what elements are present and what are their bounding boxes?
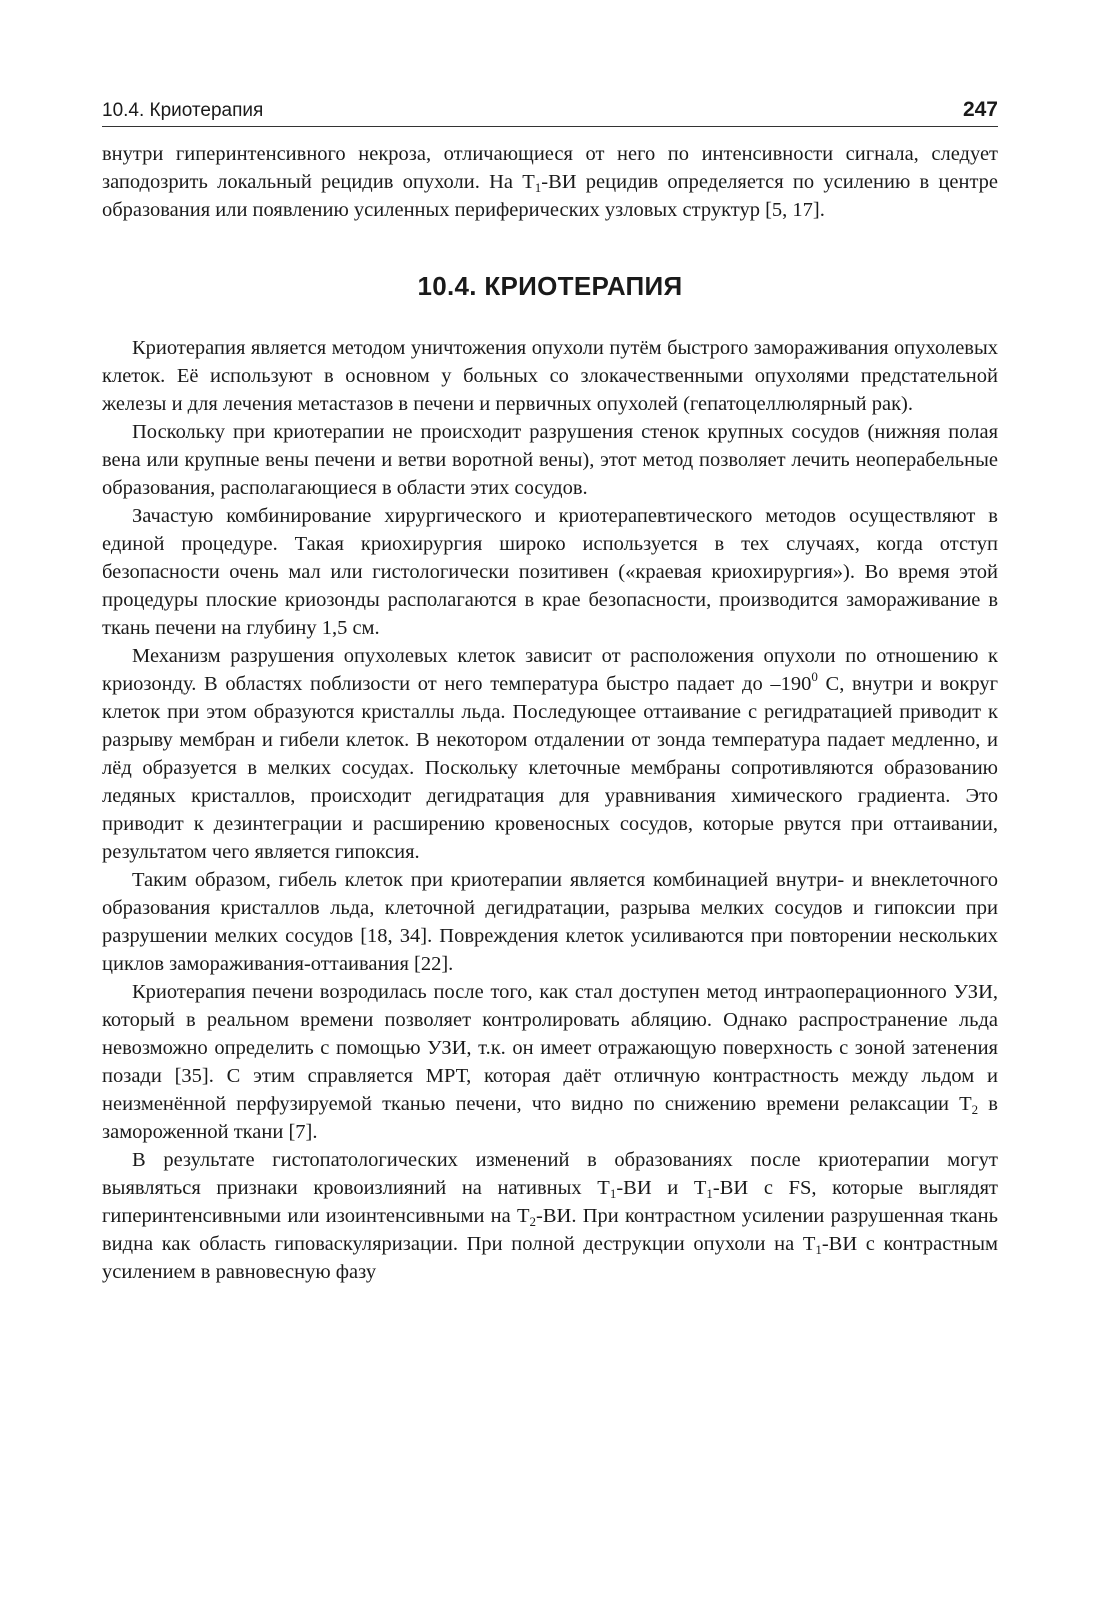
text-run: -ВИ рецидив определяется по усилению в центре образования или появлению усиленных периферических узловых структур [5, 17]. — [102, 171, 999, 221]
subscript: 2 — [971, 1102, 979, 1117]
page-header — [102, 96, 998, 127]
text-run: -ВИ с контрастным усилением в равновесную фазу — [102, 1233, 998, 1283]
text-run: -ВИ и T — [616, 1177, 707, 1199]
subscript: 1 — [609, 1186, 617, 1201]
text-run: в замороженной ткани [7]. — [102, 1093, 998, 1143]
paragraph-5: Таким образом, гибель клеток при криотерапии является комбинацией внутри- и внеклеточного образования кристаллов льда, клеточной дегидратации, разрыва мелких сосудов и гипоксии при разрушении мелких сосудов [18, 34]. Повреждения клеток усиливаются при повторении нескольких циклов замораживания-оттаивания [22]. — [102, 869, 998, 975]
subscript: 1 — [534, 180, 542, 195]
running-title: 10.4. Криотерапия — [102, 100, 264, 121]
page-body — [102, 140, 998, 1286]
text-run: Криотерапия печени возродилась после того, как стал доступен метод интраоперационного УЗИ, который в реальном времени позволяет контролировать абляцию. Однако распространение льда невозможно определить с помощью УЗИ, т.к. он имеет отражающую поверхность с зоной затенения позади [35]. С этим справляется МРТ, которая даёт отличную контрастность между льдом и неизменённой перфузируемой тканью печени, что видно по снижению времени релаксации T — [102, 981, 998, 1115]
paragraph-3: Зачастую комбинирование хирургического и криотерапевтического методов осуществляют в единой процедуре. Такая криохирургия широко используется в тех случаях, когда отступ безопасности очень мал или гистологически позитивен («краевая криохирургия»). Во время этой процедуры плоские криозонды располагаются в крае безопасности, производится замораживание в ткань печени на глубину 1,5 см. — [102, 505, 998, 639]
subscript: 1 — [815, 1242, 822, 1257]
text-run: -ВИ с FS, которые выглядят гиперинтенсивными или изоинтенсивными на T — [102, 1177, 998, 1227]
text-run: внутри гиперинтенсивного некроза, отличающиеся от него по интенсивности сигнала, следует заподозрить локальный рецидив опухоли. На T — [102, 143, 998, 193]
text-run: Механизм разрушения опухолевых клеток зависит от расположения опухоли по отношению к криозонду. В областях поблизости от него температура быстро падает до –190 — [102, 645, 998, 695]
section-heading: 10.4. КРИОТЕРАПИЯ — [417, 271, 683, 301]
paragraph-7 — [102, 1146, 998, 1286]
page-number: 247 — [962, 98, 998, 121]
paragraph-6 — [102, 978, 998, 1146]
subscript: 1 — [706, 1186, 713, 1201]
superscript: 0 — [811, 669, 818, 684]
text-run: -ВИ. При контрастном усилении разрушенная ткань видна как область гиповаскуляризации. При полной деструкции опухоли на T — [102, 1205, 998, 1255]
paragraph-4 — [102, 642, 998, 866]
intro-paragraph — [102, 140, 998, 224]
subscript: 2 — [529, 1214, 537, 1229]
text-run: В результате гистопатологических изменений в образованиях после криотерапии могут выявляться признаки кровоизлияний на нативных T — [102, 1149, 998, 1199]
paragraph-2: Поскольку при криотерапии не происходит разрушения стенок крупных сосудов (нижняя полая вена или крупные вены печени и ветви воротной вены), этот метод позволяет лечить неоперабельные образования, располагающиеся в области этих сосудов. — [102, 421, 998, 499]
text-run: С, внутри и вокруг клеток при этом образуются кристаллы льда. Последующее оттаивание с регидратацией приводит к разрыву мембран и гибели клеток. В некотором отдалении от зонда температура падает медленно, и лёд образуется в мелких сосудах. Поскольку клеточные мембраны сопротивляются образованию ледяных кристаллов, происходит дегидратация для уравнивания химического градиента. Это приводит к дезинтеграции и расширению кровеносных сосудов, которые рвутся при оттаивании, результатом чего является гипоксия. — [102, 673, 998, 863]
paragraph-1: Криотерапия является методом уничтожения опухоли путём быстрого замораживания опухолевых клеток. Её используют в основном у больных со злокачественными опухолями предстательной железы и для лечения метастазов в печени и первичных опухолей (гепатоцеллюлярный рак). — [102, 337, 998, 415]
